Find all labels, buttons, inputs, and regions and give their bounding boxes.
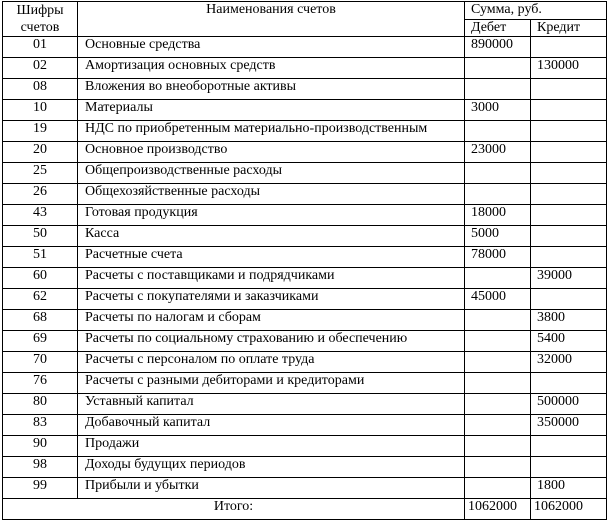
account-code: 90 <box>3 436 78 457</box>
table-row <box>3 436 607 457</box>
credit-amount <box>531 436 607 457</box>
table-row <box>3 142 607 163</box>
debit-amount <box>465 478 531 499</box>
account-name: Добавочный капитал <box>78 415 465 436</box>
account-code: 08 <box>3 79 78 100</box>
table-row <box>3 331 607 352</box>
account-code: 51 <box>3 247 78 268</box>
account-code: 02 <box>3 58 78 79</box>
header-credit: Кредит <box>531 20 607 37</box>
account-name: Расчеты с поставщиками и подрядчиками <box>78 268 465 289</box>
credit-amount <box>531 226 607 247</box>
credit-amount <box>531 37 607 58</box>
debit-amount: 18000 <box>465 205 531 226</box>
debit-amount <box>465 394 531 415</box>
table-row <box>3 289 607 310</box>
header-debit: Дебет <box>465 20 531 37</box>
credit-amount <box>531 184 607 205</box>
accounts-table <box>2 1 607 520</box>
credit-amount <box>531 205 607 226</box>
account-code: 70 <box>3 352 78 373</box>
debit-amount <box>465 163 531 184</box>
account-name: Общехозяйственные расходы <box>78 184 465 205</box>
debit-amount <box>465 331 531 352</box>
table-row <box>3 79 607 100</box>
account-code: 26 <box>3 184 78 205</box>
account-name: Основные средства <box>78 37 465 58</box>
credit-amount <box>531 457 607 478</box>
account-code: 98 <box>3 457 78 478</box>
debit-amount: 5000 <box>465 226 531 247</box>
account-name: Амортизация основных средств <box>78 58 465 79</box>
debit-amount <box>465 79 531 100</box>
credit-amount <box>531 100 607 121</box>
debit-amount: 45000 <box>465 289 531 310</box>
account-name: Расчеты по социальному страхованию и обеспечению <box>78 331 465 352</box>
table-row <box>3 100 607 121</box>
credit-amount: 32000 <box>531 352 607 373</box>
table-row <box>3 457 607 478</box>
debit-amount <box>465 310 531 331</box>
account-name: Прибыли и убытки <box>78 478 465 499</box>
account-name: Продажи <box>78 436 465 457</box>
total-debit: 1062000 <box>465 499 531 520</box>
debit-amount <box>465 352 531 373</box>
table-row <box>3 415 607 436</box>
debit-amount <box>465 457 531 478</box>
account-code: 62 <box>3 289 78 310</box>
credit-amount: 500000 <box>531 394 607 415</box>
account-code: 01 <box>3 37 78 58</box>
table-row <box>3 205 607 226</box>
credit-amount <box>531 142 607 163</box>
account-name: Касса <box>78 226 465 247</box>
debit-amount: 3000 <box>465 100 531 121</box>
debit-amount <box>465 436 531 457</box>
account-code: 80 <box>3 394 78 415</box>
account-name: Доходы будущих периодов <box>78 457 465 478</box>
account-code: 43 <box>3 205 78 226</box>
table-row <box>3 184 607 205</box>
credit-amount: 350000 <box>531 415 607 436</box>
debit-amount: 78000 <box>465 247 531 268</box>
account-code: 19 <box>3 121 78 142</box>
account-code: 50 <box>3 226 78 247</box>
account-code: 99 <box>3 478 78 499</box>
header-code-label: Шифры счетов <box>16 3 64 35</box>
account-name: Расчеты с персоналом по оплате труда <box>78 352 465 373</box>
credit-amount: 1800 <box>531 478 607 499</box>
credit-amount: 5400 <box>531 331 607 352</box>
table-row <box>3 226 607 247</box>
table-row <box>3 310 607 331</box>
credit-amount <box>531 247 607 268</box>
credit-amount <box>531 79 607 100</box>
credit-amount <box>531 121 607 142</box>
debit-amount <box>465 121 531 142</box>
credit-amount: 3800 <box>531 310 607 331</box>
header-row-1 <box>3 2 607 20</box>
credit-amount <box>531 373 607 394</box>
account-code: 60 <box>3 268 78 289</box>
table-row <box>3 352 607 373</box>
accounts-table-body <box>3 2 607 520</box>
account-name: Основное производство <box>78 142 465 163</box>
debit-amount <box>465 184 531 205</box>
account-name: Расчеты с покупателями и заказчиками <box>78 289 465 310</box>
table-row <box>3 394 607 415</box>
total-label: Итого: <box>3 499 465 520</box>
account-name: НДС по приобретенным материально-производственным <box>78 121 465 142</box>
account-code: 25 <box>3 163 78 184</box>
debit-amount <box>465 415 531 436</box>
table-row <box>3 478 607 499</box>
table-row <box>3 373 607 394</box>
table-row <box>3 247 607 268</box>
account-name: Расчеты по налогам и сборам <box>78 310 465 331</box>
table-row <box>3 121 607 142</box>
total-row <box>3 499 607 520</box>
table-row <box>3 163 607 184</box>
debit-amount <box>465 373 531 394</box>
debit-amount: 890000 <box>465 37 531 58</box>
account-code: 20 <box>3 142 78 163</box>
account-code: 69 <box>3 331 78 352</box>
credit-amount: 39000 <box>531 268 607 289</box>
account-code: 10 <box>3 100 78 121</box>
header-code <box>3 2 78 37</box>
account-name: Готовая продукция <box>78 205 465 226</box>
account-name: Общепроизводственные расходы <box>78 163 465 184</box>
account-name: Расчеты с разными дебиторами и кредиторами <box>78 373 465 394</box>
debit-amount: 23000 <box>465 142 531 163</box>
account-name: Расчетные счета <box>78 247 465 268</box>
account-code: 68 <box>3 310 78 331</box>
header-name: Наименования счетов <box>78 2 465 37</box>
account-name: Материалы <box>78 100 465 121</box>
header-sum: Сумма, руб. <box>465 2 607 20</box>
debit-amount <box>465 268 531 289</box>
debit-amount <box>465 58 531 79</box>
account-code: 83 <box>3 415 78 436</box>
total-credit: 1062000 <box>531 499 607 520</box>
account-name: Уставный капитал <box>78 394 465 415</box>
account-name: Вложения во внеоборотные активы <box>78 79 465 100</box>
table-row <box>3 58 607 79</box>
credit-amount <box>531 163 607 184</box>
account-code: 76 <box>3 373 78 394</box>
credit-amount <box>531 289 607 310</box>
table-row <box>3 37 607 58</box>
table-row <box>3 268 607 289</box>
credit-amount: 130000 <box>531 58 607 79</box>
